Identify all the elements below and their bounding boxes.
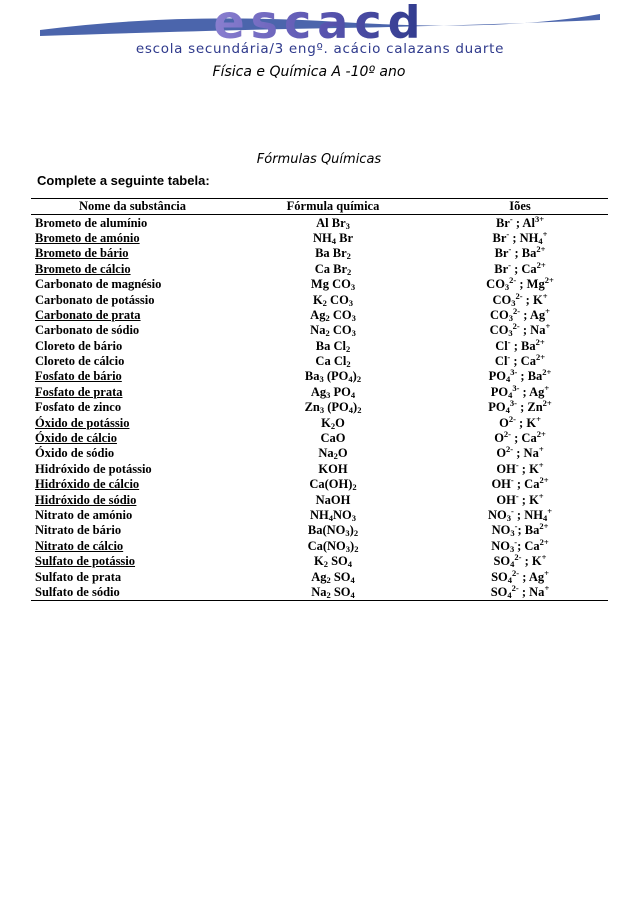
column-header-ions: Iões — [509, 199, 531, 214]
substance-name: Óxido de cálcio — [35, 431, 117, 446]
table-row — [31, 477, 608, 492]
ions: $PO_4^{3-}$ ; Ag+ — [490, 382, 550, 400]
ions: $NO_3^-$; $Ba^{2+}$ — [491, 521, 549, 539]
table-row — [31, 246, 608, 261]
chemical-formula: $NH_4NO_3$ — [310, 508, 356, 523]
table-row — [31, 292, 608, 307]
column-header-formula: Fórmula química — [286, 199, 380, 214]
ions: Cl- ; $Ba^{2+}$ — [495, 336, 545, 353]
chemical-formula: $K_2$ $CO_3$ — [312, 292, 354, 308]
table-row — [31, 446, 608, 461]
substance-name: Brometo de alumínio — [35, 215, 148, 230]
column-header-name: Nome da substância — [79, 199, 186, 214]
table-row — [31, 462, 608, 477]
chemical-formula: $Ag_2$ $SO_4$ — [311, 569, 355, 585]
ions: $SO_4^{2-}$ ; K+ — [493, 552, 547, 570]
chemical-formula: Al $Br_3$ — [316, 215, 350, 231]
substance-name: Carbonato de prata — [35, 307, 141, 322]
logo-wordmark: escacd — [213, 4, 427, 44]
substance-name: Brometo de amónio — [35, 230, 140, 245]
document-title-text: Física e Química A -10º ano — [212, 64, 406, 80]
ions: $O^{2-}$ ; $Ca^{2+}$ — [494, 429, 546, 446]
chemical-formula: $Na_2$ $CO_3$ — [310, 323, 356, 339]
table-header-row — [31, 199, 608, 215]
substance-name: Carbonato de sódio — [35, 323, 140, 338]
chemical-formula: $Ca(NO_3)_2$ — [307, 538, 359, 554]
substance-name: Sulfato de potássio — [35, 554, 136, 569]
chemical-formula: $K_2O$ — [321, 415, 345, 431]
chemical-formula: NaOH — [315, 492, 351, 507]
substance-name: Sulfato de prata — [35, 569, 122, 584]
logo-graphic — [40, 4, 600, 44]
table-row — [31, 508, 608, 523]
chemical-formula: $Ba(NO_3)_2$ — [307, 523, 359, 539]
table-row — [31, 308, 608, 323]
ions: $NO_3^-$ ; $NH_4^+$ — [487, 506, 553, 523]
substance-name: Óxido de sódio — [35, 446, 115, 461]
chemical-formula: $K_2$ $SO_4$ — [313, 554, 353, 570]
table-row — [31, 385, 608, 400]
chemical-formula: $Ca(OH)_2$ — [309, 477, 357, 493]
ions: $SO_4^{2-}$ ; Na+ — [490, 582, 550, 600]
document-title — [0, 64, 638, 80]
ions: $CO_3^{2-}$ ; Ag+ — [490, 305, 550, 323]
ions: $CO_3^{2-}$ ; $Mg^{2+}$ — [486, 275, 554, 293]
substance-name: Brometo de cálcio — [35, 261, 131, 276]
table-row — [31, 415, 608, 430]
ions: Br- ; $Al^{3+}$ — [495, 213, 545, 230]
substance-name: Hidróxido de potássio — [35, 461, 152, 476]
chemical-formula: Ba $Cl_2$ — [315, 338, 351, 354]
chemical-formula: $Ba_3$ $(PO_4)_2$ — [304, 369, 362, 385]
ions: Br- ; $Ba^{2+}$ — [494, 244, 546, 261]
table-row — [31, 354, 608, 369]
ions: $CO_3^{2-}$ ; K+ — [492, 290, 548, 308]
instruction-text: Complete a seguinte tabela: — [37, 173, 210, 188]
section-title: Fórmulas Químicas — [256, 152, 382, 167]
chemical-formula: Ba $Br_2$ — [315, 246, 351, 262]
ions: Br- ; $NH_4^+$ — [492, 228, 548, 246]
ions: $O^{2-}$ ; Na+ — [496, 444, 544, 461]
table-row — [31, 554, 608, 569]
substance-name: Cloreto de cálcio — [35, 354, 125, 369]
logo-caption: escola secundária/3 engº. acácio calazans duarte — [135, 41, 505, 57]
ions: OH- ; $Ca^{2+}$ — [491, 475, 549, 492]
table-row — [31, 400, 608, 415]
chemical-formula: $Na_2O$ — [318, 446, 348, 462]
substance-name: Brometo de bário — [35, 246, 129, 261]
substance-name: Cloreto de bário — [35, 338, 123, 353]
ions: Br- ; $Ca^{2+}$ — [494, 259, 546, 276]
ions: $SO_4^{2-}$ ; Ag+ — [491, 567, 549, 585]
chemical-formula: $Ag_2$ $CO_3$ — [310, 307, 356, 323]
chemical-formula: Ca $Cl_2$ — [315, 354, 351, 370]
substance-name: Nitrato de cálcio — [35, 538, 124, 553]
chemical-formula: $Zn_3$ $(PO_4)_2$ — [304, 400, 362, 416]
chemical-formula: Ca $Br_2$ — [314, 261, 352, 277]
ions: OH- ; K+ — [496, 490, 544, 507]
table-row — [31, 339, 608, 354]
chemical-formula: $Ag_3$ $PO_4$ — [310, 384, 356, 400]
ions: $PO_4^{3-}$ ; $Zn^{2+}$ — [488, 398, 552, 416]
table-row — [31, 585, 608, 601]
substance-name: Hidróxido de sódio — [35, 492, 137, 507]
ions: OH- ; K+ — [496, 459, 544, 476]
chemical-formula: $Na_2$ $SO_4$ — [311, 584, 355, 600]
substance-name: Óxido de potássio — [35, 415, 130, 430]
table-row — [31, 215, 608, 231]
school-logo — [40, 4, 600, 57]
substance-name: Fosfato de zinco — [35, 400, 122, 415]
chemical-formula: CaO — [320, 431, 346, 446]
ions: $CO_3^{2-}$ ; Na+ — [489, 321, 551, 339]
table-row — [31, 431, 608, 446]
table-row — [31, 569, 608, 584]
table-row — [31, 231, 608, 246]
substance-name: Nitrato de bário — [35, 523, 122, 538]
substance-name: Carbonato de magnésio — [35, 277, 162, 292]
substance-name: Fosfato de bário — [35, 369, 122, 384]
substance-name: Carbonato de potássio — [35, 292, 155, 307]
table-row — [31, 369, 608, 384]
table-row — [31, 323, 608, 338]
substance-name: Hidróxido de cálcio — [35, 477, 140, 492]
ions: $O^{2-}$ ; K+ — [499, 413, 541, 430]
table-row — [31, 523, 608, 538]
chemical-formula: KOH — [318, 461, 348, 476]
ions: Cl- ; $Ca^{2+}$ — [494, 352, 546, 369]
ions: $NO_3^-$; $Ca^{2+}$ — [491, 536, 549, 554]
ions: $PO_4^{3-}$ ; $Ba^{2+}$ — [488, 367, 552, 385]
chemical-formula: Mg $CO_3$ — [310, 277, 356, 293]
table-row — [31, 262, 608, 277]
chemical-formula: $NH_4$ Br — [312, 230, 353, 246]
formulas-table — [31, 198, 608, 601]
substance-name: Nitrato de amónio — [35, 508, 133, 522]
table-row — [31, 492, 608, 507]
substance-name: Sulfato de sódio — [35, 584, 120, 599]
substance-name: Fosfato de prata — [35, 384, 123, 399]
